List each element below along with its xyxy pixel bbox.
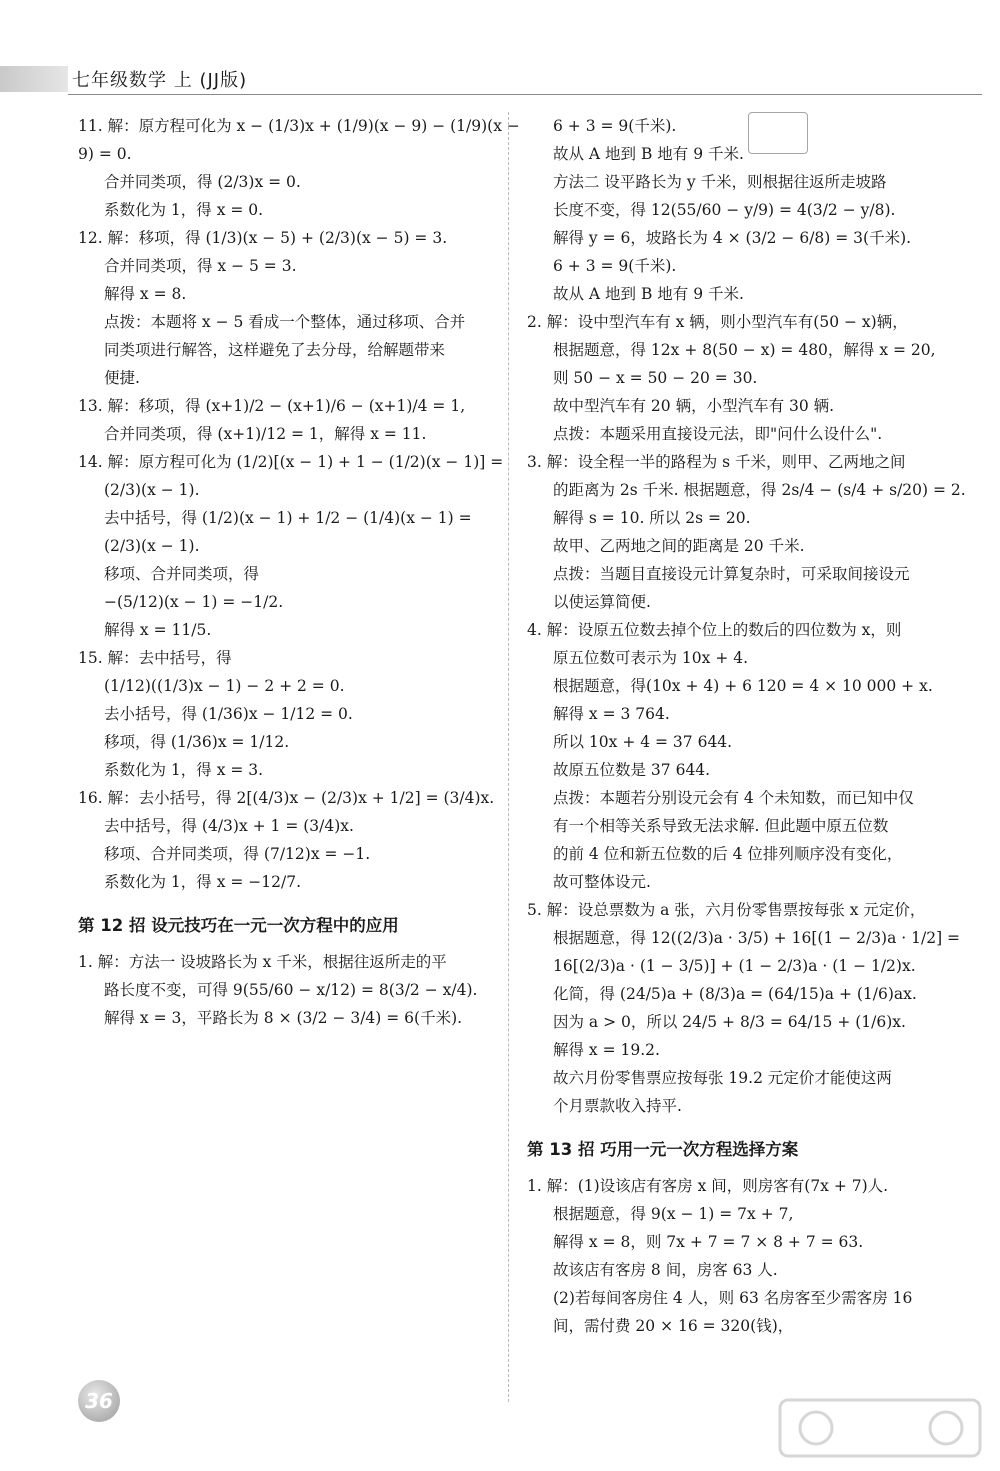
text-line: 1. 解：(1)设该店有客房 x 间，则房客有(7x + 7)人. bbox=[527, 1177, 889, 1195]
text-line: 故可整体设元. bbox=[553, 873, 651, 891]
text-line: 化简，得 (24/5)a + (8/3)a = (64/15)a + (1/6)ax. bbox=[553, 985, 917, 1003]
text-line: 去小括号，得 (1/36)x − 1/12 = 0. bbox=[104, 705, 353, 723]
book-title: 七年级数学 上 (JJ版) bbox=[72, 70, 248, 91]
right-solutions bbox=[527, 112, 966, 1120]
watermark-logo bbox=[776, 1392, 986, 1462]
text-line: 解得 y = 6，坡路长为 4 × (3/2 − 6/8) = 3(千米). bbox=[553, 229, 912, 247]
text-line: 则 50 − x = 50 − 20 = 30. bbox=[553, 369, 758, 387]
text-line: 系数化为 1，得 x = 3. bbox=[104, 761, 264, 779]
right-column bbox=[527, 112, 966, 1340]
text-line: 解得 s = 10. 所以 2s = 20. bbox=[553, 509, 751, 527]
text-line: 移项、合并同类项，得 (7/12)x = −1. bbox=[104, 845, 371, 863]
left-column bbox=[78, 112, 518, 1032]
text-line: 根据题意，得 9(x − 1) = 7x + 7, bbox=[553, 1205, 794, 1223]
text-line: 9) = 0. bbox=[78, 145, 132, 163]
left-solutions bbox=[78, 112, 518, 896]
page-number: 36 bbox=[78, 1380, 120, 1422]
header-rule bbox=[68, 94, 982, 95]
text-line: 所以 10x + 4 = 37 644. bbox=[553, 733, 733, 751]
text-line: 点拨：本题若分别设元会有 4 个未知数，而已知中仅 bbox=[553, 789, 914, 807]
text-line: 间，需付费 20 × 16 = 320(钱)， bbox=[553, 1317, 794, 1335]
text-line: 16[(2/3)a · (1 − 3/5)] + (1 − 2/3)a · (1 − 1/2)x. bbox=[553, 957, 916, 975]
text-line: 系数化为 1，得 x = −12/7. bbox=[104, 873, 302, 891]
text-line: 方法二 设平路长为 y 千米，则根据往返所走坡路 bbox=[553, 173, 887, 191]
text-line: 合并同类项，得 (x+1)/12 = 1，解得 x = 11. bbox=[104, 425, 427, 443]
text-line: 以使运算简便. bbox=[553, 593, 651, 611]
text-line: 故从 A 地到 B 地有 9 千米. bbox=[553, 145, 744, 163]
text-line: 3. 解：设全程一半的路程为 s 千米，则甲、乙两地之间 bbox=[527, 453, 906, 471]
text-line: 解得 x = 11/5. bbox=[104, 621, 212, 639]
text-line: −(5/12)(x − 1) = −1/2. bbox=[104, 593, 284, 611]
text-line: 4. 解：设原五位数去掉个位上的数后的四位数为 x，则 bbox=[527, 621, 902, 639]
text-line: 故原五位数是 37 644. bbox=[553, 761, 711, 779]
section-12-title: 第 12 招 设元技巧在一元一次方程中的应用 bbox=[78, 916, 399, 935]
text-line: 12. 解：移项，得 (1/3)(x − 5) + (2/3)(x − 5) = 3. bbox=[78, 229, 448, 247]
text-line: 长度不变，得 12(55/60 − y/9) = 4(3/2 − y/8). bbox=[553, 201, 896, 219]
text-line: 因为 a > 0，所以 24/5 + 8/3 = 64/15 + (1/6)x. bbox=[553, 1013, 906, 1031]
text-line: (2/3)(x − 1). bbox=[104, 481, 200, 499]
section-12-content bbox=[78, 948, 518, 1032]
text-line: 14. 解：原方程可化为 (1/2)[(x − 1) + 1 − (1/2)(x − 1)] = bbox=[78, 453, 504, 471]
text-line: 合并同类项，得 x − 5 = 3. bbox=[104, 257, 297, 275]
text-line: 去中括号，得 (1/2)(x − 1) + 1/2 − (1/4)(x − 1) = bbox=[104, 509, 472, 527]
text-line: 移项、合并同类项，得 bbox=[104, 565, 260, 583]
text-line: (2)若每间客房住 4 人，则 63 名房客至少需客房 16 bbox=[553, 1289, 913, 1307]
text-line: 有一个相等关系导致无法求解. 但此题中原五位数 bbox=[553, 817, 889, 835]
section-13-content bbox=[527, 1172, 947, 1340]
text-line: 6 + 3 = 9(千米). bbox=[553, 257, 677, 275]
text-line: 1. 解：方法一 设坡路长为 x 千米，根据往返所走的平 bbox=[78, 953, 447, 971]
text-line: 故甲、乙两地之间的距离是 20 千米. bbox=[553, 537, 805, 555]
text-line: (2/3)(x − 1). bbox=[104, 537, 200, 555]
text-line: 根据题意，得 12x + 8(50 − x) = 480，解得 x = 20, bbox=[553, 341, 936, 359]
text-line: 去中括号，得 (4/3)x + 1 = (3/4)x. bbox=[104, 817, 354, 835]
text-line: 故六月份零售票应按每张 19.2 元定价才能使这两 bbox=[553, 1069, 892, 1087]
text-line: 路长度不变，可得 9(55/60 − x/12) = 8(3/2 − x/4). bbox=[104, 981, 478, 999]
text-line: 便捷. bbox=[104, 369, 140, 387]
text-line: 根据题意，得 12((2/3)a · 3/5) + 16[(1 − 2/3)a · 1/2] = bbox=[553, 929, 961, 947]
text-line: 同类项进行解答，这样避免了去分母，给解题带来 bbox=[104, 341, 446, 359]
page-header bbox=[0, 62, 1000, 98]
text-line: 解得 x = 8，则 7x + 7 = 7 × 8 + 7 = 63. bbox=[553, 1233, 864, 1251]
text-line: 15. 解：去中括号，得 bbox=[78, 649, 232, 667]
header-decor-bar bbox=[0, 66, 68, 92]
text-line: 11. 解：原方程可化为 x − (1/3)x + (1/9)(x − 9) − (1/9)(x − bbox=[78, 117, 520, 135]
text-line: 系数化为 1，得 x = 0. bbox=[104, 201, 264, 219]
text-line: 原五位数可表示为 10x + 4. bbox=[553, 649, 749, 667]
section-13-title: 第 13 招 巧用一元一次方程选择方案 bbox=[527, 1140, 799, 1159]
text-line: 的距离为 2s 千米. 根据题意，得 2s/4 − (s/4 + s/20) = 2. bbox=[553, 481, 966, 499]
text-line: (1/12)((1/3)x − 1) − 2 + 2 = 0. bbox=[104, 677, 345, 695]
text-line: 解得 x = 8. bbox=[104, 285, 187, 303]
text-line: 解得 x = 19.2. bbox=[553, 1041, 660, 1059]
text-line: 故从 A 地到 B 地有 9 千米. bbox=[553, 285, 744, 303]
text-line: 2. 解：设中型汽车有 x 辆，则小型汽车有(50 − x)辆， bbox=[527, 313, 908, 331]
text-line: 移项，得 (1/36)x = 1/12. bbox=[104, 733, 290, 751]
text-line: 解得 x = 3，平路长为 8 × (3/2 − 3/4) = 6(千米). bbox=[104, 1009, 463, 1027]
text-line: 6 + 3 = 9(千米). bbox=[553, 117, 677, 135]
text-line: 合并同类项，得 (2/3)x = 0. bbox=[104, 173, 301, 191]
text-line: 16. 解：去小括号，得 2[(4/3)x − (2/3)x + 1/2] = (3/4)x. bbox=[78, 789, 495, 807]
text-line: 点拨：本题采用直接设元法，即"问什么设什么". bbox=[553, 425, 883, 443]
text-line: 5. 解：设总票数为 a 张，六月份零售票按每张 x 元定价， bbox=[527, 901, 926, 919]
text-line: 点拨：本题将 x − 5 看成一个整体，通过移项、合并 bbox=[104, 313, 466, 331]
text-line: 个月票款收入持平. bbox=[553, 1097, 682, 1115]
text-line: 的前 4 位和新五位数的后 4 位排列顺序没有变化， bbox=[553, 845, 903, 863]
text-line: 故该店有客房 8 间，房客 63 人. bbox=[553, 1261, 778, 1279]
text-line: 13. 解：移项，得 (x+1)/2 − (x+1)/6 − (x+1)/4 = 1, bbox=[78, 397, 466, 415]
text-line: 解得 x = 3 764. bbox=[553, 705, 670, 723]
text-line: 故中型汽车有 20 辆，小型汽车有 30 辆. bbox=[553, 397, 835, 415]
text-line: 根据题意，得(10x + 4) + 6 120 = 4 × 10 000 + x. bbox=[553, 677, 933, 695]
text-line: 点拨：当题目直接设元计算复杂时，可采取间接设元 bbox=[553, 565, 910, 583]
